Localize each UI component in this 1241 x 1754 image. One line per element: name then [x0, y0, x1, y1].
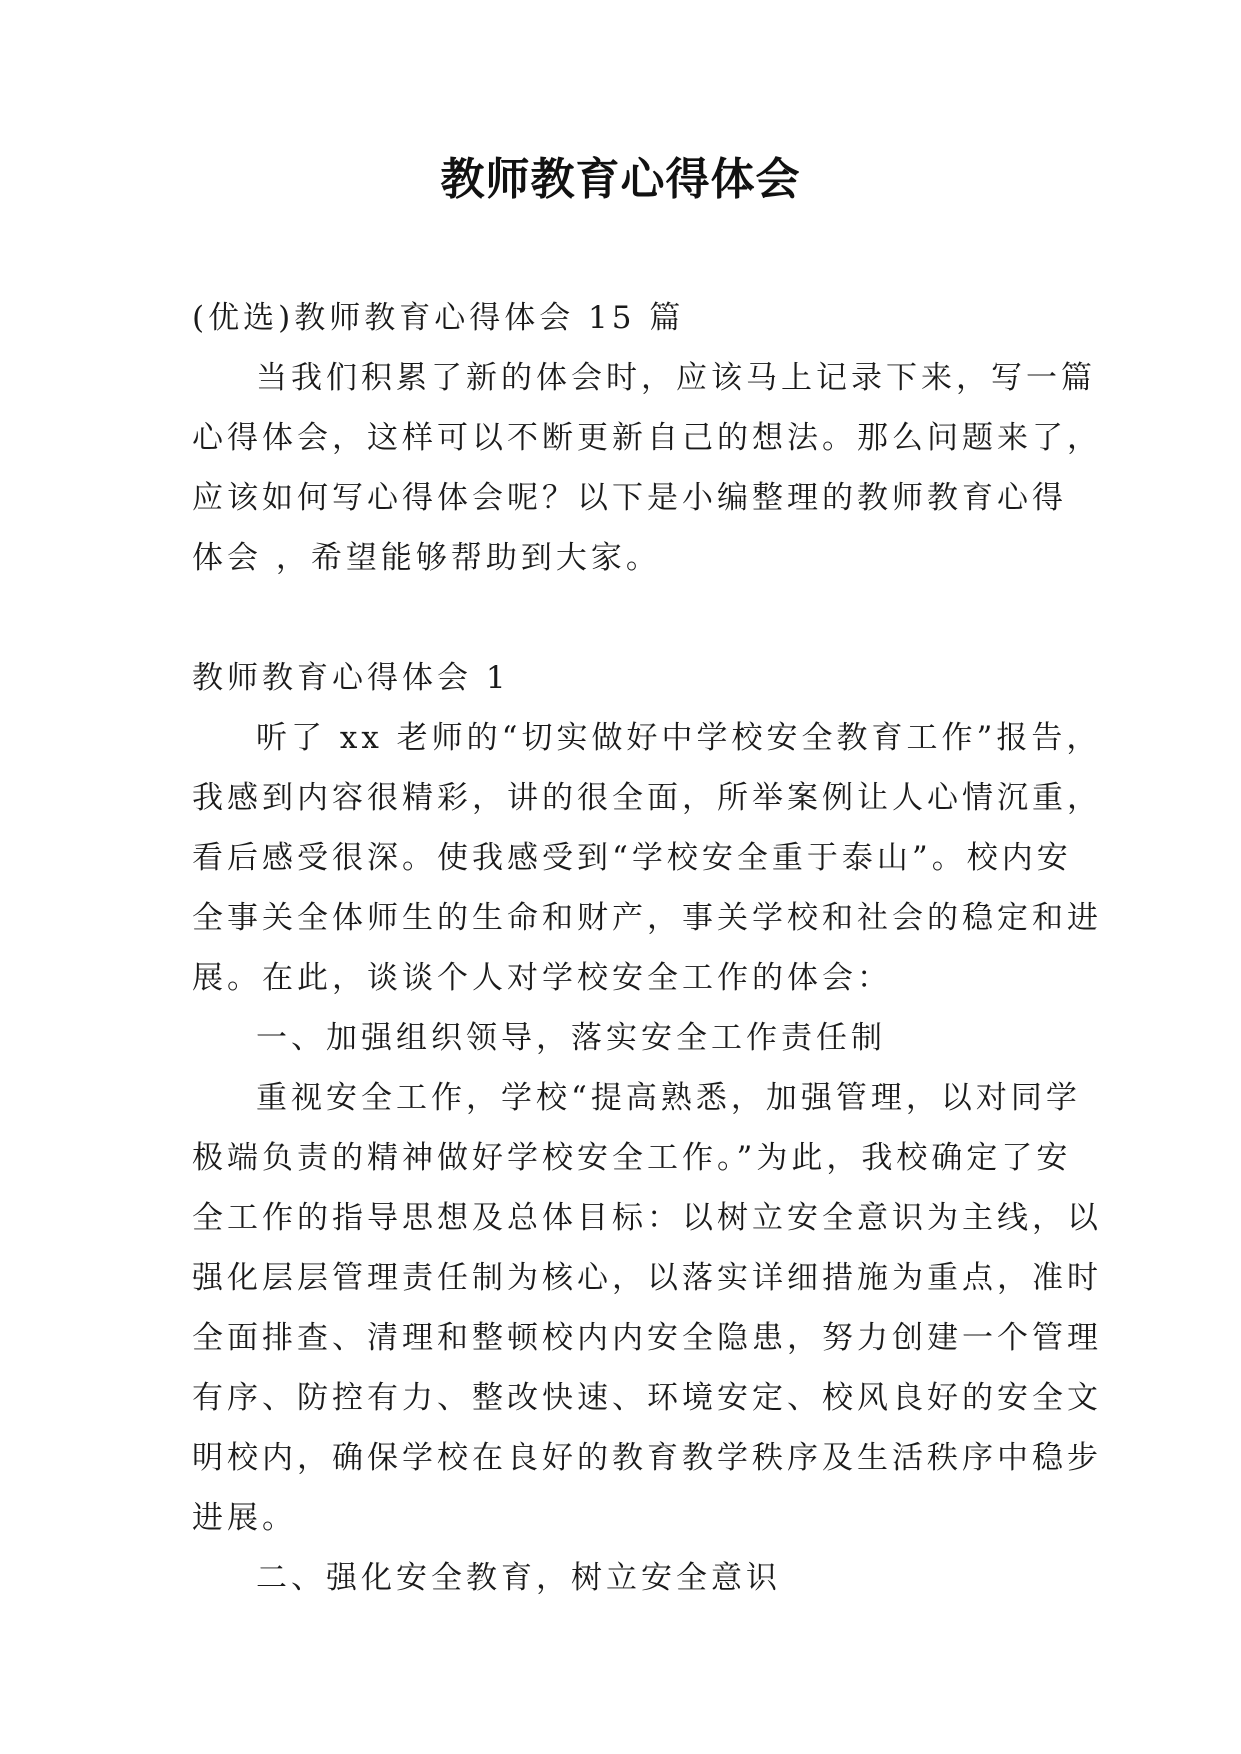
text-line: 重视安全工作，学校“提高熟悉，加强管理，以对同学 [256, 1080, 1081, 1116]
text-line: 全工作的指导思想及总体目标：以树立安全意识为主线，以 [192, 1200, 1102, 1236]
document-title: 教师教育心得体会 [440, 154, 801, 205]
text-line: 一、加强组织领导，落实安全工作责任制 [256, 1020, 886, 1056]
text-line: 看后感受很深。使我感受到“学校安全重于泰山”。校内安 [192, 840, 1072, 876]
text-line: (优选)教师教育心得体会 15 篇 [192, 300, 685, 336]
text-line: 教师教育心得体会 1 [192, 660, 510, 696]
text-line: 展。在此，谈谈个人对学校安全工作的体会： [192, 960, 892, 996]
text-line: 全事关全体师生的生命和财产，事关学校和社会的稳定和进 [192, 900, 1102, 936]
text-line: 明校内，确保学校在良好的教育教学秩序及生活秩序中稳步 [192, 1440, 1102, 1476]
text-line: 心得体会，这样可以不断更新自己的想法。那么问题来了， [192, 420, 1102, 456]
text-line: 全面排查、清理和整顿校内内安全隐患，努力创建一个管理 [192, 1320, 1102, 1356]
document-body [192, 288, 1102, 1608]
text-line: 我感到内容很精彩，讲的很全面，所举案例让人心情沉重， [192, 780, 1102, 816]
text-line: 体会 ，希望能够帮助到大家。 [192, 540, 661, 576]
paragraph-gap [192, 588, 1062, 648]
text-line: 应该如何写心得体会呢？以下是小编整理的教师教育心得 [192, 480, 1067, 516]
text-line: 听了 xx 老师的“切实做好中学校安全教育工作”报告， [256, 720, 1102, 756]
text-line: 进展。 [192, 1500, 297, 1536]
text-line: 二、强化安全教育，树立安全意识 [256, 1560, 781, 1596]
text-line: 极端负责的精神做好学校安全工作。”为此，我校确定了安 [192, 1140, 1072, 1176]
text-line: 当我们积累了新的体会时，应该马上记录下来，写一篇 [256, 360, 1096, 396]
text-line: 有序、防控有力、整改快速、环境安定、校风良好的安全文 [192, 1380, 1102, 1416]
text-line: 强化层层管理责任制为核心，以落实详细措施为重点，准时 [192, 1260, 1102, 1296]
